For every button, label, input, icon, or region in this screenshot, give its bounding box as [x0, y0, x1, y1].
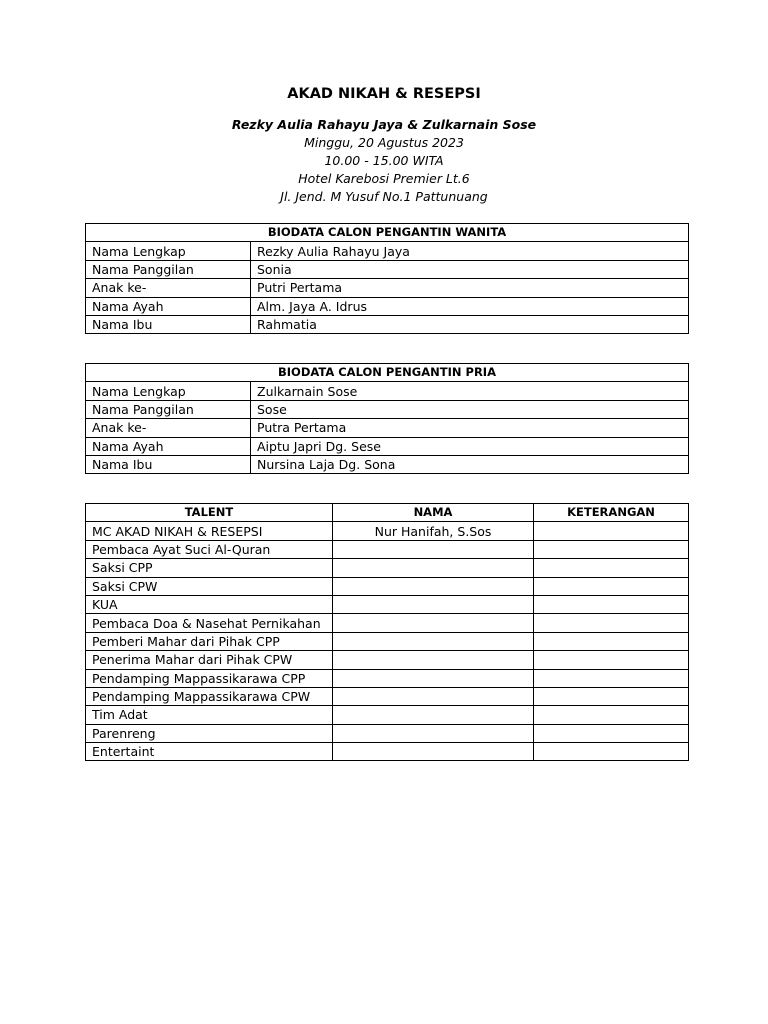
- table-row: [86, 743, 689, 761]
- field-value: Alm. Jaya A. Idrus: [251, 297, 689, 315]
- nama-cell: [333, 577, 534, 595]
- keterangan-cell: [534, 522, 689, 540]
- table-row: [86, 437, 689, 455]
- talent-cell: Pemberi Mahar dari Pihak CPP: [86, 632, 333, 650]
- nama-cell: [333, 669, 534, 687]
- table-row: [86, 297, 689, 315]
- field-value: Sose: [251, 400, 689, 418]
- field-label: Nama Panggilan: [86, 260, 251, 278]
- talent-cell: Entertaint: [86, 743, 333, 761]
- nama-cell: [333, 651, 534, 669]
- bride-table-header: BIODATA CALON PENGANTIN WANITA: [86, 224, 689, 242]
- field-label: Anak ke-: [86, 279, 251, 297]
- keterangan-cell: [534, 687, 689, 705]
- field-label: Nama Lengkap: [86, 382, 251, 400]
- document-title: AKAD NIKAH & RESEPSI: [287, 86, 481, 102]
- keterangan-cell: [534, 669, 689, 687]
- event-venue: Hotel Karebosi Premier Lt.6: [298, 171, 470, 186]
- table-row: [86, 400, 689, 418]
- groom-table-header: BIODATA CALON PENGANTIN PRIA: [86, 364, 689, 382]
- talent-cell: Saksi CPP: [86, 559, 333, 577]
- field-value: Zulkarnain Sose: [251, 382, 689, 400]
- event-time: 10.00 - 15.00 WITA: [324, 153, 444, 168]
- table-row: [86, 242, 689, 260]
- keterangan-cell: [534, 595, 689, 613]
- bride-biodata-table: [85, 223, 689, 334]
- table-row: [86, 279, 689, 297]
- talent-cell: Pembaca Ayat Suci Al-Quran: [86, 540, 333, 558]
- talent-rows: [86, 522, 689, 761]
- event-date: Minggu, 20 Agustus 2023: [304, 135, 464, 150]
- table-row: [86, 724, 689, 742]
- event-address: Jl. Jend. M Yusuf No.1 Pattunuang: [280, 189, 488, 204]
- field-value: Nursina Laja Dg. Sona: [251, 455, 689, 473]
- nama-cell: [333, 706, 534, 724]
- field-label: Nama Ibu: [86, 455, 251, 473]
- nama-column-header: NAMA: [333, 504, 534, 522]
- nama-cell: [333, 614, 534, 632]
- nama-cell: [333, 595, 534, 613]
- field-value: Sonia: [251, 260, 689, 278]
- nama-cell: [333, 743, 534, 761]
- table-row: [86, 595, 689, 613]
- table-row: [86, 687, 689, 705]
- keterangan-cell: [534, 559, 689, 577]
- nama-cell: [333, 724, 534, 742]
- field-label: Nama Panggilan: [86, 400, 251, 418]
- talent-cell: Parenreng: [86, 724, 333, 742]
- table-row: [86, 522, 689, 540]
- field-label: Nama Ayah: [86, 437, 251, 455]
- keterangan-cell: [534, 632, 689, 650]
- nama-cell: [333, 540, 534, 558]
- table-row: [86, 632, 689, 650]
- table-row: [86, 455, 689, 473]
- table-row: [86, 669, 689, 687]
- talent-table: [85, 503, 689, 761]
- field-value: Rahmatia: [251, 315, 689, 333]
- table-row: [86, 706, 689, 724]
- table-row: [86, 614, 689, 632]
- field-label: Nama Ibu: [86, 315, 251, 333]
- field-value: Aiptu Japri Dg. Sese: [251, 437, 689, 455]
- talent-cell: Pembaca Doa & Nasehat Pernikahan: [86, 614, 333, 632]
- table-row: [86, 559, 689, 577]
- nama-cell: [333, 632, 534, 650]
- keterangan-cell: [534, 651, 689, 669]
- talent-cell: KUA: [86, 595, 333, 613]
- table-row: [86, 577, 689, 595]
- keterangan-cell: [534, 706, 689, 724]
- table-row: [86, 651, 689, 669]
- table-row: [86, 315, 689, 333]
- field-label: Nama Lengkap: [86, 242, 251, 260]
- talent-cell: Penerima Mahar dari Pihak CPW: [86, 651, 333, 669]
- field-label: Anak ke-: [86, 419, 251, 437]
- table-row: [86, 382, 689, 400]
- talent-cell: Pendamping Mappassikarawa CPW: [86, 687, 333, 705]
- nama-cell: [333, 559, 534, 577]
- nama-cell: [333, 687, 534, 705]
- couple-names: Rezky Aulia Rahayu Jaya & Zulkarnain Sose: [231, 117, 537, 132]
- talent-cell: Tim Adat: [86, 706, 333, 724]
- talent-cell: Pendamping Mappassikarawa CPP: [86, 669, 333, 687]
- keterangan-cell: [534, 614, 689, 632]
- field-value: Rezky Aulia Rahayu Jaya: [251, 242, 689, 260]
- keterangan-cell: [534, 724, 689, 742]
- table-row: [86, 540, 689, 558]
- field-label: Nama Ayah: [86, 297, 251, 315]
- nama-cell: Nur Hanifah, S.Sos: [333, 522, 534, 540]
- field-value: Putri Pertama: [251, 279, 689, 297]
- groom-biodata-table: [85, 363, 689, 474]
- keterangan-cell: [534, 540, 689, 558]
- field-value: Putra Pertama: [251, 419, 689, 437]
- table-row: [86, 260, 689, 278]
- talent-cell: Saksi CPW: [86, 577, 333, 595]
- talent-cell: MC AKAD NIKAH & RESEPSI: [86, 522, 333, 540]
- keterangan-cell: [534, 743, 689, 761]
- keterangan-column-header: KETERANGAN: [534, 504, 689, 522]
- keterangan-cell: [534, 577, 689, 595]
- table-row: [86, 419, 689, 437]
- talent-column-header: TALENT: [86, 504, 333, 522]
- event-details: [0, 116, 768, 206]
